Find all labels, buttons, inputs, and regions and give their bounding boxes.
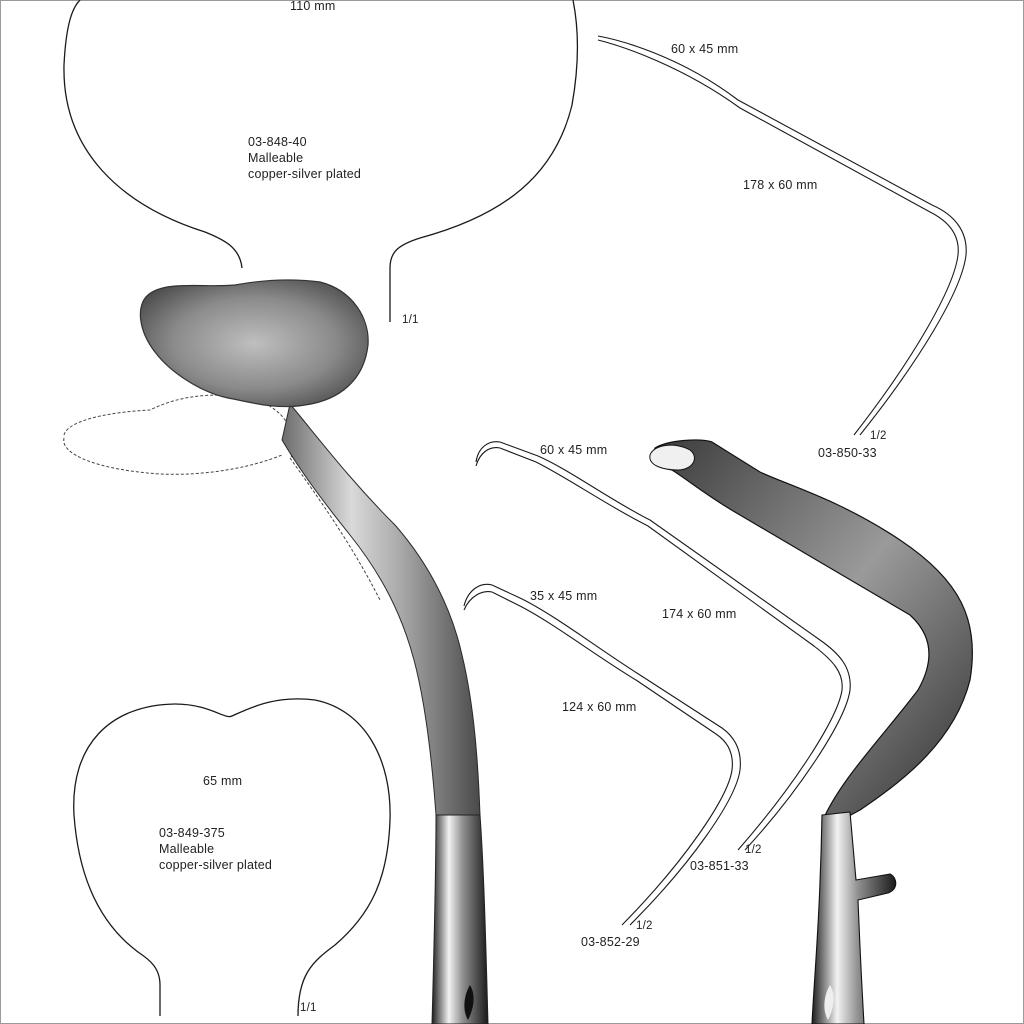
small-item-type: Malleable <box>159 842 215 856</box>
item-850-blade-size: 178 x 60 mm <box>743 178 818 192</box>
large-item-scale: 1/1 <box>402 314 419 326</box>
item-851-code: 03-851-33 <box>690 859 749 873</box>
item-851-scale: 1/2 <box>745 844 762 856</box>
malleable-retractor-spoon <box>140 280 368 407</box>
small-item-scale: 1/1 <box>300 1002 317 1014</box>
item-852-blade-size: 124 x 60 mm <box>562 700 637 714</box>
item-851-tip-size: 60 x 45 mm <box>540 443 608 457</box>
small-item-finish: copper-silver plated <box>159 858 273 872</box>
item-852-tip-size: 35 x 45 mm <box>530 589 598 603</box>
steel-retractor-handle <box>812 812 896 1024</box>
item-852-scale: 1/2 <box>636 920 653 932</box>
item-852-code: 03-852-29 <box>581 935 640 949</box>
small-item-code: 03-849-375 <box>159 826 225 840</box>
malleable-retractor-handle <box>432 815 488 1024</box>
item-850-scale: 1/2 <box>870 430 887 442</box>
malleable-retractor-blade <box>282 404 480 815</box>
steel-retractor-lip <box>650 445 695 470</box>
item-850-tip-size: 60 x 45 mm <box>671 42 739 56</box>
item-850-code: 03-850-33 <box>818 446 877 460</box>
small-blade-width-label: 65 mm <box>203 774 243 788</box>
large-item-code: 03-848-40 <box>248 135 307 149</box>
outline-large-blade <box>64 0 577 322</box>
large-item-finish: copper-silver plated <box>248 167 362 181</box>
item-851-blade-size: 174 x 60 mm <box>662 607 737 621</box>
large-blade-width-label: 110 mm <box>290 0 336 13</box>
outline-retractor-850 <box>598 36 966 435</box>
large-item-type: Malleable <box>248 151 304 165</box>
